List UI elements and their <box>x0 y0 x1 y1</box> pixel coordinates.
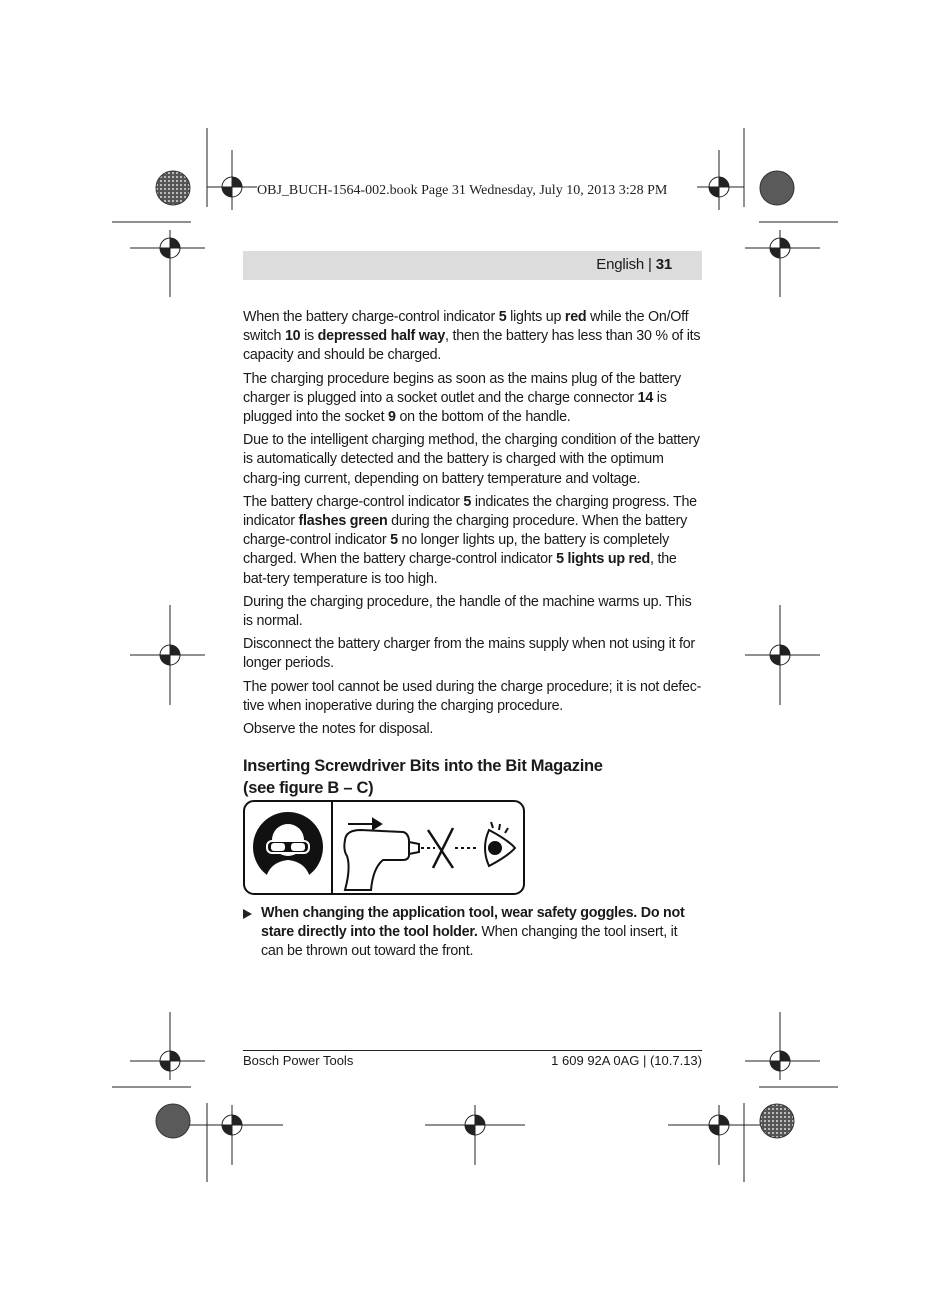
bold-run: red <box>564 309 587 325</box>
footer-rule <box>243 1050 702 1051</box>
section-heading-line2: (see figure B – C) <box>243 779 374 798</box>
body-paragraph <box>243 678 702 716</box>
footer-doc-number: 1 609 92A 0AG | (10.7.13) <box>551 1053 702 1068</box>
page-number: 31 <box>655 256 672 273</box>
text-run: indicates the charging progress. The indicator <box>243 493 697 530</box>
body-paragraph <box>243 635 702 673</box>
bold-run: 9 <box>388 409 396 426</box>
body-paragraph <box>243 493 702 589</box>
text-run: is <box>300 328 318 345</box>
text-run: no longer lights up, the battery is completely charged. When the battery charge-control indicator <box>243 532 669 568</box>
section-heading <box>243 755 702 799</box>
body-paragraph <box>243 593 702 631</box>
bold-run: flashes green <box>298 513 388 530</box>
text-run: , the bat-tery temperature is too high. <box>243 551 677 587</box>
text-run: lights up <box>506 309 565 325</box>
page-header-bar <box>243 251 702 280</box>
text-run: The charging procedure begins as soon as the mains plug of the battery charger is plugged into a socket outlet and the charge connector <box>243 370 681 406</box>
text-run: Disconnect the battery charger from the mains supply when not using it for longer periods. <box>243 636 695 672</box>
bold-run: 5 lights up red <box>556 551 651 568</box>
text-run: , then the battery has less than 30 % of its capacity and should be charged. <box>243 328 701 364</box>
text-run: The power tool cannot be used during the charge procedure; it is not defec-tive when inoperative during the charging procedure. <box>243 678 702 714</box>
page-header <box>596 256 672 273</box>
header-separator: | <box>644 256 656 273</box>
section-heading-line1: Inserting Screwdriver Bits into the Bit Magazine <box>243 757 603 776</box>
bullet-triangle-icon <box>243 909 252 919</box>
footer-brand: Bosch Power Tools <box>243 1053 354 1068</box>
text-run: is plugged into the socket <box>243 389 667 426</box>
safety-note-normal: When changing the tool insert, it can be thrown out toward the front. <box>261 924 678 960</box>
body-paragraph <box>243 720 702 739</box>
text-run: during the charging procedure. When the battery charge-control indicator <box>243 513 687 549</box>
bold-run: 10 <box>284 328 301 345</box>
body-paragraph <box>243 431 702 489</box>
bold-run: 5 <box>498 309 507 325</box>
safety-goggles-icon <box>253 812 323 882</box>
text-run: During the charging procedure, the handle of the machine warms up. This is normal. <box>243 593 692 630</box>
main-content <box>243 308 702 799</box>
text-run: The battery charge-control indicator <box>243 493 464 510</box>
print-slug-line: OBJ_BUCH-1564-002.book Page 31 Wednesday, July 10, 2013 3:28 PM <box>257 183 668 198</box>
text-run: on the bottom of the handle. <box>395 409 571 426</box>
text-run: Due to the intelligent charging method, the charging condition of the battery is automatically detected and the battery is charged with the optimum charg-ing current, depending on battery temperature and voltage. <box>243 432 700 487</box>
safety-warning-figure <box>243 800 525 895</box>
safety-note <box>243 904 702 962</box>
header-language: English <box>596 256 645 273</box>
bold-run: 5 <box>390 532 398 549</box>
body-paragraph <box>243 308 702 366</box>
bold-run: 14 <box>637 389 654 406</box>
safety-note-text <box>261 904 702 962</box>
bold-run: 5 <box>463 493 472 510</box>
paragraph-list <box>243 308 702 739</box>
text-run: Observe the notes for disposal. <box>243 721 434 738</box>
safety-note-bold: When changing the application tool, wear safety goggles. Do not stare directly into the tool holder. <box>261 905 685 941</box>
body-paragraph <box>243 370 702 428</box>
text-run: while the On/Off switch <box>243 309 689 345</box>
text-run: When the battery charge-control indicator <box>243 309 499 325</box>
bold-run: depressed half way <box>317 328 446 345</box>
